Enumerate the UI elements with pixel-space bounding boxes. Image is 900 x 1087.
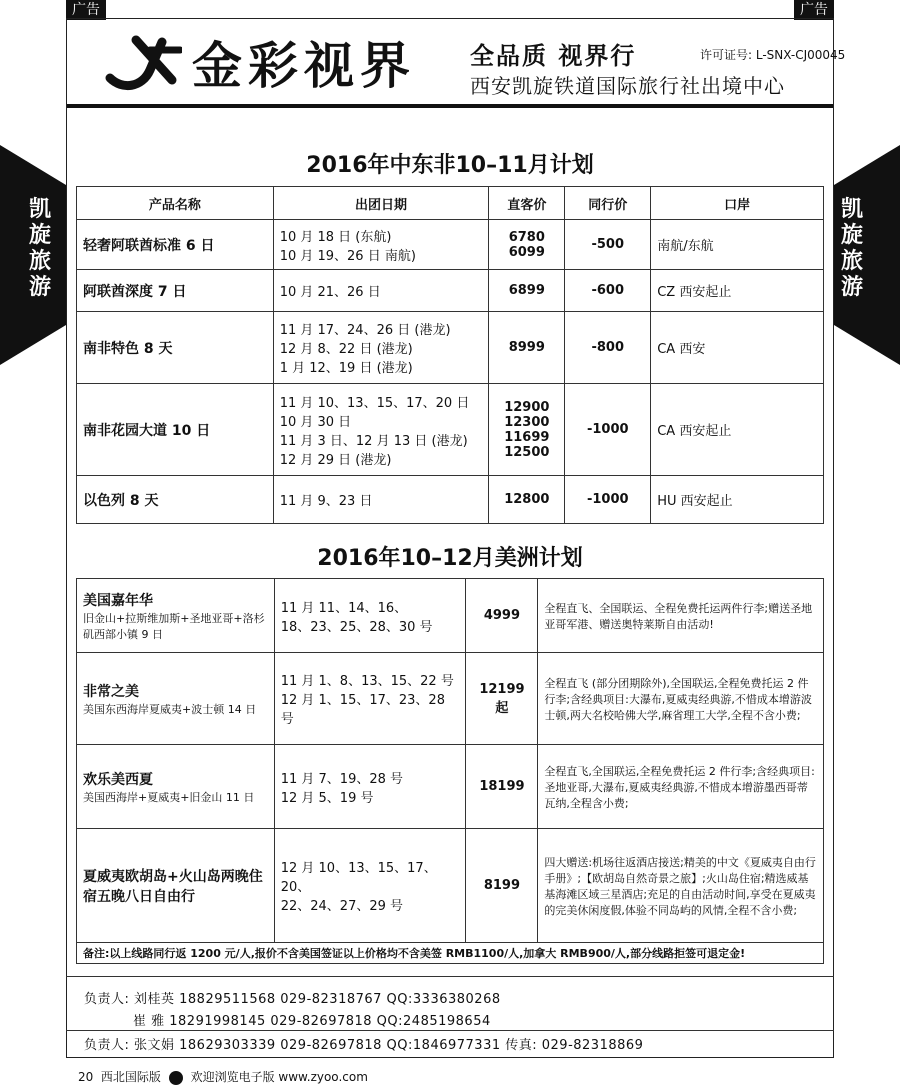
logo-text: 金彩视界 [192, 36, 416, 95]
product-name: 南非花园大道 10 日 [77, 384, 274, 476]
departure-dates: 10 月 21、26 日 [273, 270, 489, 312]
page-number: 20 [78, 1070, 94, 1084]
contact-line-2: 崔 雅 18291998145 029-82697818 QQ:2485198654 [133, 1014, 491, 1029]
product-cell [77, 653, 275, 745]
table-row [77, 829, 824, 943]
peer-price: -1000 [565, 384, 651, 476]
ad-label-right: 广告 [794, 0, 834, 20]
direct-price: 12900 12300 11699 12500 [489, 384, 565, 476]
port: 南航/东航 [651, 220, 824, 270]
product-name: 非常之美 [83, 683, 139, 700]
departure-dates: 11 月 11、14、16、 18、23、25、28、30 号 [274, 579, 466, 653]
peer-price: -800 [565, 312, 651, 384]
product-subtitle: 旧金山+拉斯维加斯+圣地亚哥+洛杉矶西部小镇 9 日 [83, 611, 265, 641]
product-cell [77, 579, 275, 653]
section-title-middle-east-africa: 2016年中东非10–11月计划 [306, 153, 594, 178]
port: CA 西安 [651, 312, 824, 384]
direct-price: 6899 [489, 270, 565, 312]
contact-line-3: 负责人: 张文娟 18629303339 029-82697818 QQ:1846977331 传真: 029-82318869 [84, 1038, 644, 1053]
header-peer-price: 同行价 [565, 187, 651, 220]
header-product: 产品名称 [77, 187, 274, 220]
peer-price: -500 [565, 220, 651, 270]
logo-mark-icon [102, 30, 182, 92]
product-name: 欢乐美西夏 [83, 771, 153, 788]
table-row [77, 476, 824, 524]
contacts-divider [66, 976, 834, 977]
price: 8199 [466, 829, 538, 943]
description: 全程直飞,全国联运,全程免费托运 2 件行李;含经典项目:圣地亚哥,大瀑布,夏威夷经典游,不惜成本增游墨西哥蒂瓦纳,全程含小费; [538, 745, 824, 829]
header-dates: 出团日期 [273, 187, 489, 220]
contacts-divider-2 [66, 1030, 834, 1031]
direct-price: 12800 [489, 476, 565, 524]
description: 四大赠送:机场往返酒店接送;精美的中文《夏威夷自由行手册》;【欧胡岛自然奇景之旅】;火山岛住宿;精选威基基海滩区域三星酒店;充足的自由活动时间,享受在夏威夷的完美休闲度假,体验不同岛屿的风情,全程不含小费; [538, 829, 824, 943]
americas-table [76, 578, 824, 964]
header-divider [67, 104, 833, 108]
table-header-row [77, 187, 824, 220]
description: 全程直飞、全国联运、全程免费托运两件行李;赠送圣地亚哥军港、赠送奥特莱斯自由活动! [538, 579, 824, 653]
middle-east-africa-table [76, 186, 824, 524]
ad-label-left: 广告 [66, 0, 106, 20]
price: 4999 [466, 579, 538, 653]
table-row [77, 653, 824, 745]
license-number: 许可证号: L-SNX-CJ00045 [700, 48, 846, 62]
product-name: 阿联酋深度 7 日 [77, 270, 274, 312]
description: 全程直飞 (部分团期除外),全国联运,全程免费托运 2 件行李;含经典项目:大瀑布,夏威夷经典游,不惜成本增游波士顿,两大名校哈佛大学,麻省理工大学,全程不含小费; [538, 653, 824, 745]
product-subtitle: 美国西海岸+夏威夷+旧金山 11 日 [83, 790, 255, 804]
section-title-americas: 2016年10–12月美洲计划 [317, 546, 583, 571]
product-name: 南非特色 8 天 [77, 312, 274, 384]
table-row [77, 579, 824, 653]
edition-name: 西北国际版 [100, 1070, 161, 1084]
port: CA 西安起止 [651, 384, 824, 476]
table-row [77, 312, 824, 384]
product-cell [77, 745, 275, 829]
side-tab-left: 凯 旋 旅 游 [22, 197, 58, 301]
contact-line-1: 负责人: 刘桂英 18829511568 029-82318767 QQ:3336380268 [84, 992, 501, 1007]
port: CZ 西安起止 [651, 270, 824, 312]
departure-dates: 10 月 18 日 (东航) 10 月 19、26 日 南航) [273, 220, 489, 270]
port: HU 西安起止 [651, 476, 824, 524]
departure-dates: 11 月 17、24、26 日 (港龙) 12 月 8、22 日 (港龙) 1 月 12、19 日 (港龙) [273, 312, 489, 384]
product-name: 美国嘉年华 [83, 592, 153, 609]
peer-price: -1000 [565, 476, 651, 524]
header-port: 口岸 [651, 187, 824, 220]
product-name: 以色列 8 天 [77, 476, 274, 524]
price: 12199 起 [466, 653, 538, 745]
direct-price: 6780 6099 [489, 220, 565, 270]
departure-dates: 11 月 9、23 日 [273, 476, 489, 524]
direct-price: 8999 [489, 312, 565, 384]
visa-note: 备注:以上线路同行返 1200 元/人,报价不含美国签证以上价格均不含美签 RMB1100/人,加拿大 RMB900/人,部分线路拒签可退定金! [77, 943, 824, 964]
note-row [77, 943, 824, 964]
header-direct-price: 直客价 [489, 187, 565, 220]
badge-icon [169, 1071, 183, 1085]
departure-dates: 12 月 10、13、15、17、20、 22、24、27、29 号 [274, 829, 466, 943]
table-row [77, 270, 824, 312]
slogan: 全品质 视界行 [470, 41, 637, 70]
peer-price: -600 [565, 270, 651, 312]
departure-dates: 11 月 1、8、13、15、22 号 12 月 1、15、17、23、28 号 [274, 653, 466, 745]
product-name: 轻奢阿联酋标准 6 日 [77, 220, 274, 270]
side-tab-right: 凯 旋 旅 游 [834, 197, 870, 301]
page-footer [78, 1068, 368, 1085]
footer-link[interactable]: 欢迎浏览电子版 www.zyoo.com [190, 1070, 368, 1084]
product-cell [77, 829, 275, 943]
agency-name: 西安凯旋铁道国际旅行社出境中心 [470, 74, 785, 98]
price: 18199 [466, 745, 538, 829]
table-row [77, 384, 824, 476]
departure-dates: 11 月 7、19、28 号 12 月 5、19 号 [274, 745, 466, 829]
table-row [77, 745, 824, 829]
departure-dates: 11 月 10、13、15、17、20 日 10 月 30 日 11 月 3 日、12 月 13 日 (港龙) 12 月 29 日 (港龙) [273, 384, 489, 476]
product-subtitle: 美国东西海岸夏威夷+波士顿 14 日 [83, 702, 257, 716]
table-row [77, 220, 824, 270]
product-name: 夏威夷欧胡岛+火山岛两晚住宿五晚八日自由行 [83, 868, 263, 905]
